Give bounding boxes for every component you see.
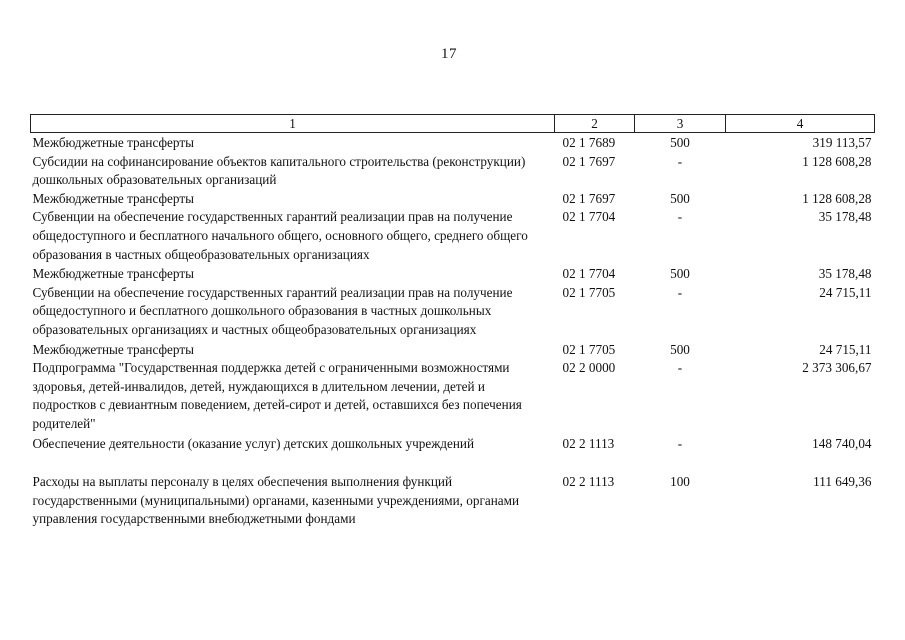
row-type: - — [677, 435, 683, 451]
table-row — [31, 359, 875, 433]
row-type: 500 — [670, 341, 690, 357]
row-name: Субвенции на обеспечение государственных гарантий реализации прав на получение общедоступного и бесплатного начального общего, основного общего, среднего общего образования в частных общеобразовательных организациях — [32, 209, 528, 262]
row-code: 02 2 0000 — [562, 360, 616, 376]
row-amount: 148 740,04 — [812, 435, 872, 451]
column-header: 3 — [635, 115, 726, 133]
row-type: - — [677, 209, 683, 225]
row-code: 02 1 7697 — [562, 153, 616, 169]
table-row — [31, 453, 875, 529]
column-header: 4 — [726, 115, 875, 133]
row-name: Межбюджетные трансферты — [32, 135, 194, 150]
row-amount: 24 715,11 — [819, 341, 872, 357]
row-amount: 24 715,11 — [819, 284, 872, 300]
row-type: - — [677, 153, 683, 169]
row-name: Субвенции на обеспечение государственных гарантий реализации прав на получение общедоступного и бесплатного дошкольного образования в частных дошкольных образовательных организациях и частных общеобразовательных организациях — [32, 284, 513, 337]
row-code: 02 1 7689 — [562, 135, 616, 150]
row-code: 02 2 1113 — [562, 435, 615, 451]
row-type: 500 — [670, 135, 690, 150]
row-type: 100 — [670, 474, 690, 490]
table-row — [31, 434, 875, 454]
row-amount: 35 178,48 — [818, 266, 872, 282]
header-row — [31, 115, 875, 133]
table-row — [31, 208, 875, 264]
row-code: 02 1 7704 — [562, 266, 616, 282]
table-row — [31, 340, 875, 360]
column-header: 2 — [555, 115, 635, 133]
row-code: 02 2 1113 — [562, 474, 615, 490]
row-code: 02 1 7704 — [562, 209, 616, 225]
row-name: Расходы на выплаты персоналу в целях обеспечения выполнения функций государственными (муниципальными) органами, казенными учреждениями, органами управления государственными внебюджетными фондами — [32, 474, 520, 527]
row-amount: 1 128 608,28 — [802, 190, 872, 206]
row-code: 02 1 7697 — [562, 190, 616, 206]
row-type: 500 — [670, 190, 690, 206]
row-name: Межбюджетные трансферты — [32, 190, 194, 206]
row-amount: 35 178,48 — [818, 209, 872, 225]
table-row — [31, 133, 875, 153]
row-amount: 1 128 608,28 — [802, 153, 872, 169]
row-amount: 319 113,57 — [812, 135, 872, 150]
row-type: 500 — [670, 266, 690, 282]
row-name: Подпрограмма "Государственная поддержка детей с ограниченными возможностями здоровья, детей-инвалидов, детей, нуждающихся в длительном лечении, детей и подростков с девиантным поведением, детей-сирот и детей, оставшихся без попечения родителей" — [32, 360, 522, 431]
row-name: Обеспечение деятельности (оказание услуг) детских дошкольных учреждений — [32, 435, 475, 451]
table-row — [31, 190, 875, 209]
table-row — [31, 264, 875, 284]
budget-table — [30, 114, 875, 529]
row-code: 02 1 7705 — [562, 341, 616, 357]
table-row — [31, 153, 875, 190]
row-type: - — [677, 360, 683, 376]
row-type: - — [677, 284, 683, 300]
row-name: Межбюджетные трансферты — [32, 266, 194, 282]
page-number: 17 — [441, 46, 457, 62]
row-amount: 2 373 306,67 — [802, 360, 872, 376]
row-amount: 111 649,36 — [813, 474, 872, 490]
table-row — [31, 284, 875, 340]
row-name: Субсидии на софинансирование объектов капитального строительства (реконструкции) дошкольных образовательных организаций — [32, 153, 526, 188]
column-header: 1 — [31, 115, 555, 133]
row-code: 02 1 7705 — [562, 284, 616, 300]
row-name: Межбюджетные трансферты — [32, 341, 194, 357]
